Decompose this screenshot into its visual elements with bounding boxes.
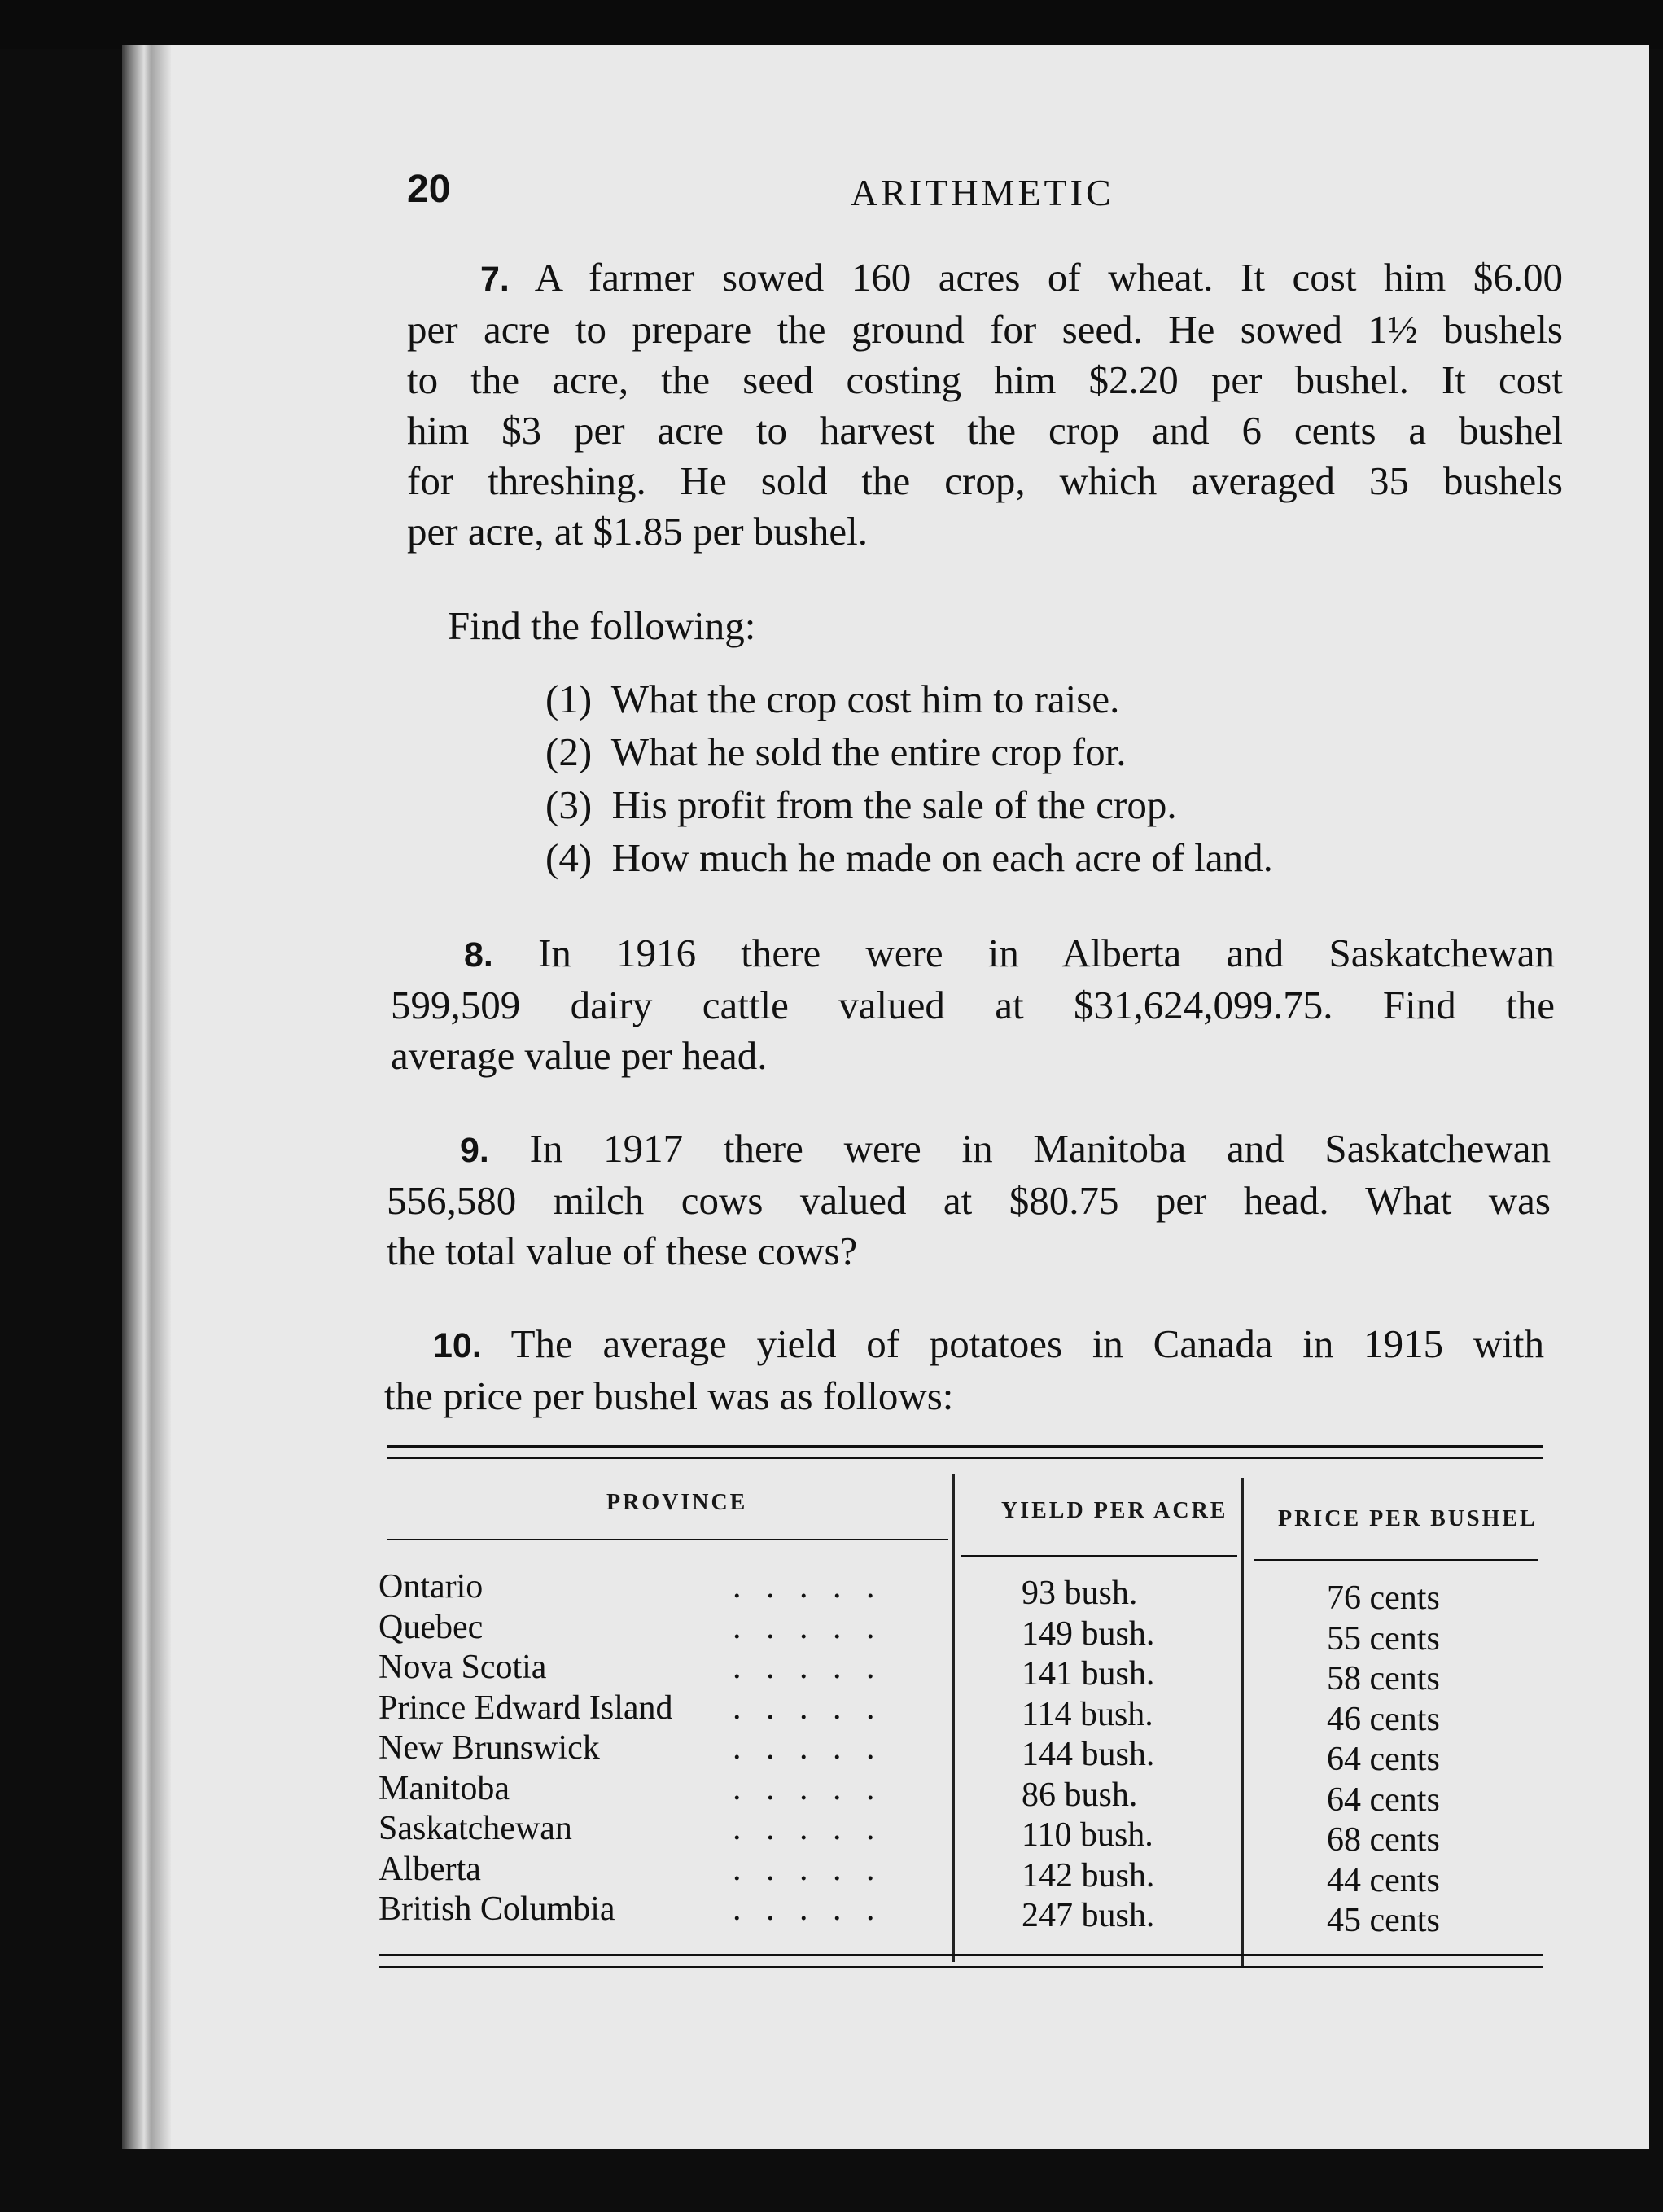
table-cell-province: Quebec	[379, 1609, 484, 1646]
problem-8-line-2: 599,509 dairy cattle valued at $31,624,099.75. Find the	[391, 983, 1555, 1027]
table-bottom-rule-inner	[379, 1966, 1543, 1968]
problem-text: A farmer sowed 160 acres of wheat. It cost him $6.00	[534, 255, 1563, 300]
table-top-rule-inner	[387, 1457, 1543, 1459]
table-leader-dots: . . . . .	[733, 1609, 883, 1646]
sub-question-4	[545, 834, 1273, 881]
sub-question-number: (1)	[545, 677, 593, 721]
table-cell-yield: 149 bush.	[1022, 1615, 1155, 1653]
problem-9-line-2: 556,580 milch cows valued at $80.75 per head. What was	[387, 1178, 1551, 1223]
sub-question-number: (3)	[545, 782, 593, 827]
problem-9	[387, 1124, 1551, 1277]
table-cell-price: 45 cents	[1327, 1902, 1440, 1939]
table-cell-yield: 142 bush.	[1022, 1857, 1155, 1894]
table-cell-price: 55 cents	[1327, 1620, 1440, 1658]
table-cell-price: 64 cents	[1327, 1781, 1440, 1819]
column-header-yield: YIELD PER ACRE	[1001, 1498, 1228, 1523]
problem-text: In 1917 there were in Manitoba and Saskatchewan	[529, 1126, 1551, 1171]
sub-question-text: His profit from the sale of the crop.	[611, 782, 1177, 827]
table-leader-dots: . . . . .	[733, 1810, 883, 1847]
table-cell-province: Manitoba	[379, 1770, 510, 1807]
problem-7-line-5: for threshing. He sold the crop, which averaged 35 bushels	[407, 458, 1563, 503]
table-leader-dots: . . . . .	[733, 1689, 883, 1727]
table-cell-yield: 144 bush.	[1022, 1736, 1155, 1773]
column-divider-2	[1241, 1478, 1244, 1966]
table-cell-price: 76 cents	[1327, 1579, 1440, 1617]
sub-question-2	[545, 729, 1126, 775]
table-cell-price: 68 cents	[1327, 1821, 1440, 1859]
problem-8	[391, 928, 1555, 1081]
table-leader-dots: . . . . .	[733, 1890, 883, 1928]
problem-8-line-1	[391, 928, 1555, 980]
sub-question-text: What he sold the entire crop for.	[610, 729, 1127, 774]
find-label: Find the following:	[448, 603, 756, 648]
header-underline-2	[961, 1555, 1237, 1557]
column-header-price: PRICE PER BUSHEL	[1278, 1506, 1538, 1531]
column-divider-1	[952, 1474, 955, 1962]
table-cell-yield: 141 bush.	[1022, 1655, 1155, 1693]
table-bottom-rule	[379, 1954, 1543, 1956]
table-cell-yield: 114 bush.	[1022, 1696, 1153, 1733]
sub-question-text: How much he made on each acre of land.	[611, 835, 1273, 880]
problem-8-line-3: average value per head.	[391, 1033, 768, 1078]
problem-text: In 1916 there were in Alberta and Saskatchewan	[538, 931, 1556, 975]
table-cell-province: Nova Scotia	[379, 1649, 547, 1686]
table-cell-price: 64 cents	[1327, 1741, 1440, 1778]
table-leader-dots: . . . . .	[733, 1770, 883, 1807]
problem-number: 7.	[480, 260, 510, 299]
problem-7-line-2: per acre to prepare the ground for seed. He sowed 1½ bushels	[407, 307, 1563, 352]
table-top-rule	[387, 1445, 1543, 1448]
table-leader-dots: . . . . .	[733, 1851, 883, 1888]
running-title: ARITHMETIC	[851, 172, 1114, 213]
sub-question-number: (2)	[545, 729, 593, 774]
problem-10-line-1	[384, 1319, 1544, 1371]
table-cell-yield: 110 bush.	[1022, 1816, 1153, 1854]
problem-10	[384, 1319, 1544, 1421]
table-cell-province: Alberta	[379, 1851, 481, 1888]
sub-question-number: (4)	[545, 835, 593, 880]
column-header-province: PROVINCE	[606, 1490, 748, 1515]
table-leader-dots: . . . . .	[733, 1568, 883, 1605]
problem-number: 8.	[464, 935, 493, 975]
sub-question-1	[545, 676, 1119, 722]
table-cell-province: Prince Edward Island	[379, 1689, 673, 1727]
table-cell-yield: 86 bush.	[1022, 1776, 1138, 1814]
table-leader-dots: . . . . .	[733, 1729, 883, 1767]
problem-9-line-3: the total value of these cows?	[387, 1229, 858, 1273]
table-cell-price: 58 cents	[1327, 1660, 1440, 1697]
problem-7-line-4: him $3 per acre to harvest the crop and 6 cents a bushel	[407, 408, 1563, 453]
table-cell-price: 44 cents	[1327, 1862, 1440, 1899]
scan-border-top	[0, 0, 1663, 49]
problem-7-line-6: per acre, at $1.85 per bushel.	[407, 509, 868, 554]
header-underline-3	[1254, 1559, 1538, 1561]
table-cell-province: New Brunswick	[379, 1729, 600, 1767]
table-cell-yield: 93 bush.	[1022, 1575, 1138, 1612]
problem-number: 9.	[460, 1131, 489, 1170]
problem-9-line-1	[387, 1124, 1551, 1176]
table-cell-province: British Columbia	[379, 1890, 615, 1928]
sub-question-text: What the crop cost him to raise.	[610, 677, 1120, 721]
problem-text: The average yield of potatoes in Canada in 1915 with	[510, 1321, 1544, 1366]
table-cell-province: Ontario	[379, 1568, 484, 1605]
table-leader-dots: . . . . .	[733, 1649, 883, 1686]
table-cell-province: Saskatchewan	[379, 1810, 572, 1847]
table-cell-price: 46 cents	[1327, 1701, 1440, 1738]
problem-7-line-1	[407, 252, 1563, 304]
problem-7	[407, 252, 1563, 557]
page-number: 20	[407, 168, 451, 211]
problem-number: 10.	[433, 1326, 482, 1365]
sub-question-3	[545, 782, 1177, 828]
header-underline-1	[387, 1539, 948, 1540]
table-cell-yield: 247 bush.	[1022, 1897, 1155, 1934]
problem-7-line-3: to the acre, the seed costing him $2.20 per bushel. It cost	[407, 357, 1563, 402]
problem-10-line-2: the price per bushel was as follows:	[384, 1373, 954, 1418]
book-spine-edge	[122, 45, 171, 2149]
